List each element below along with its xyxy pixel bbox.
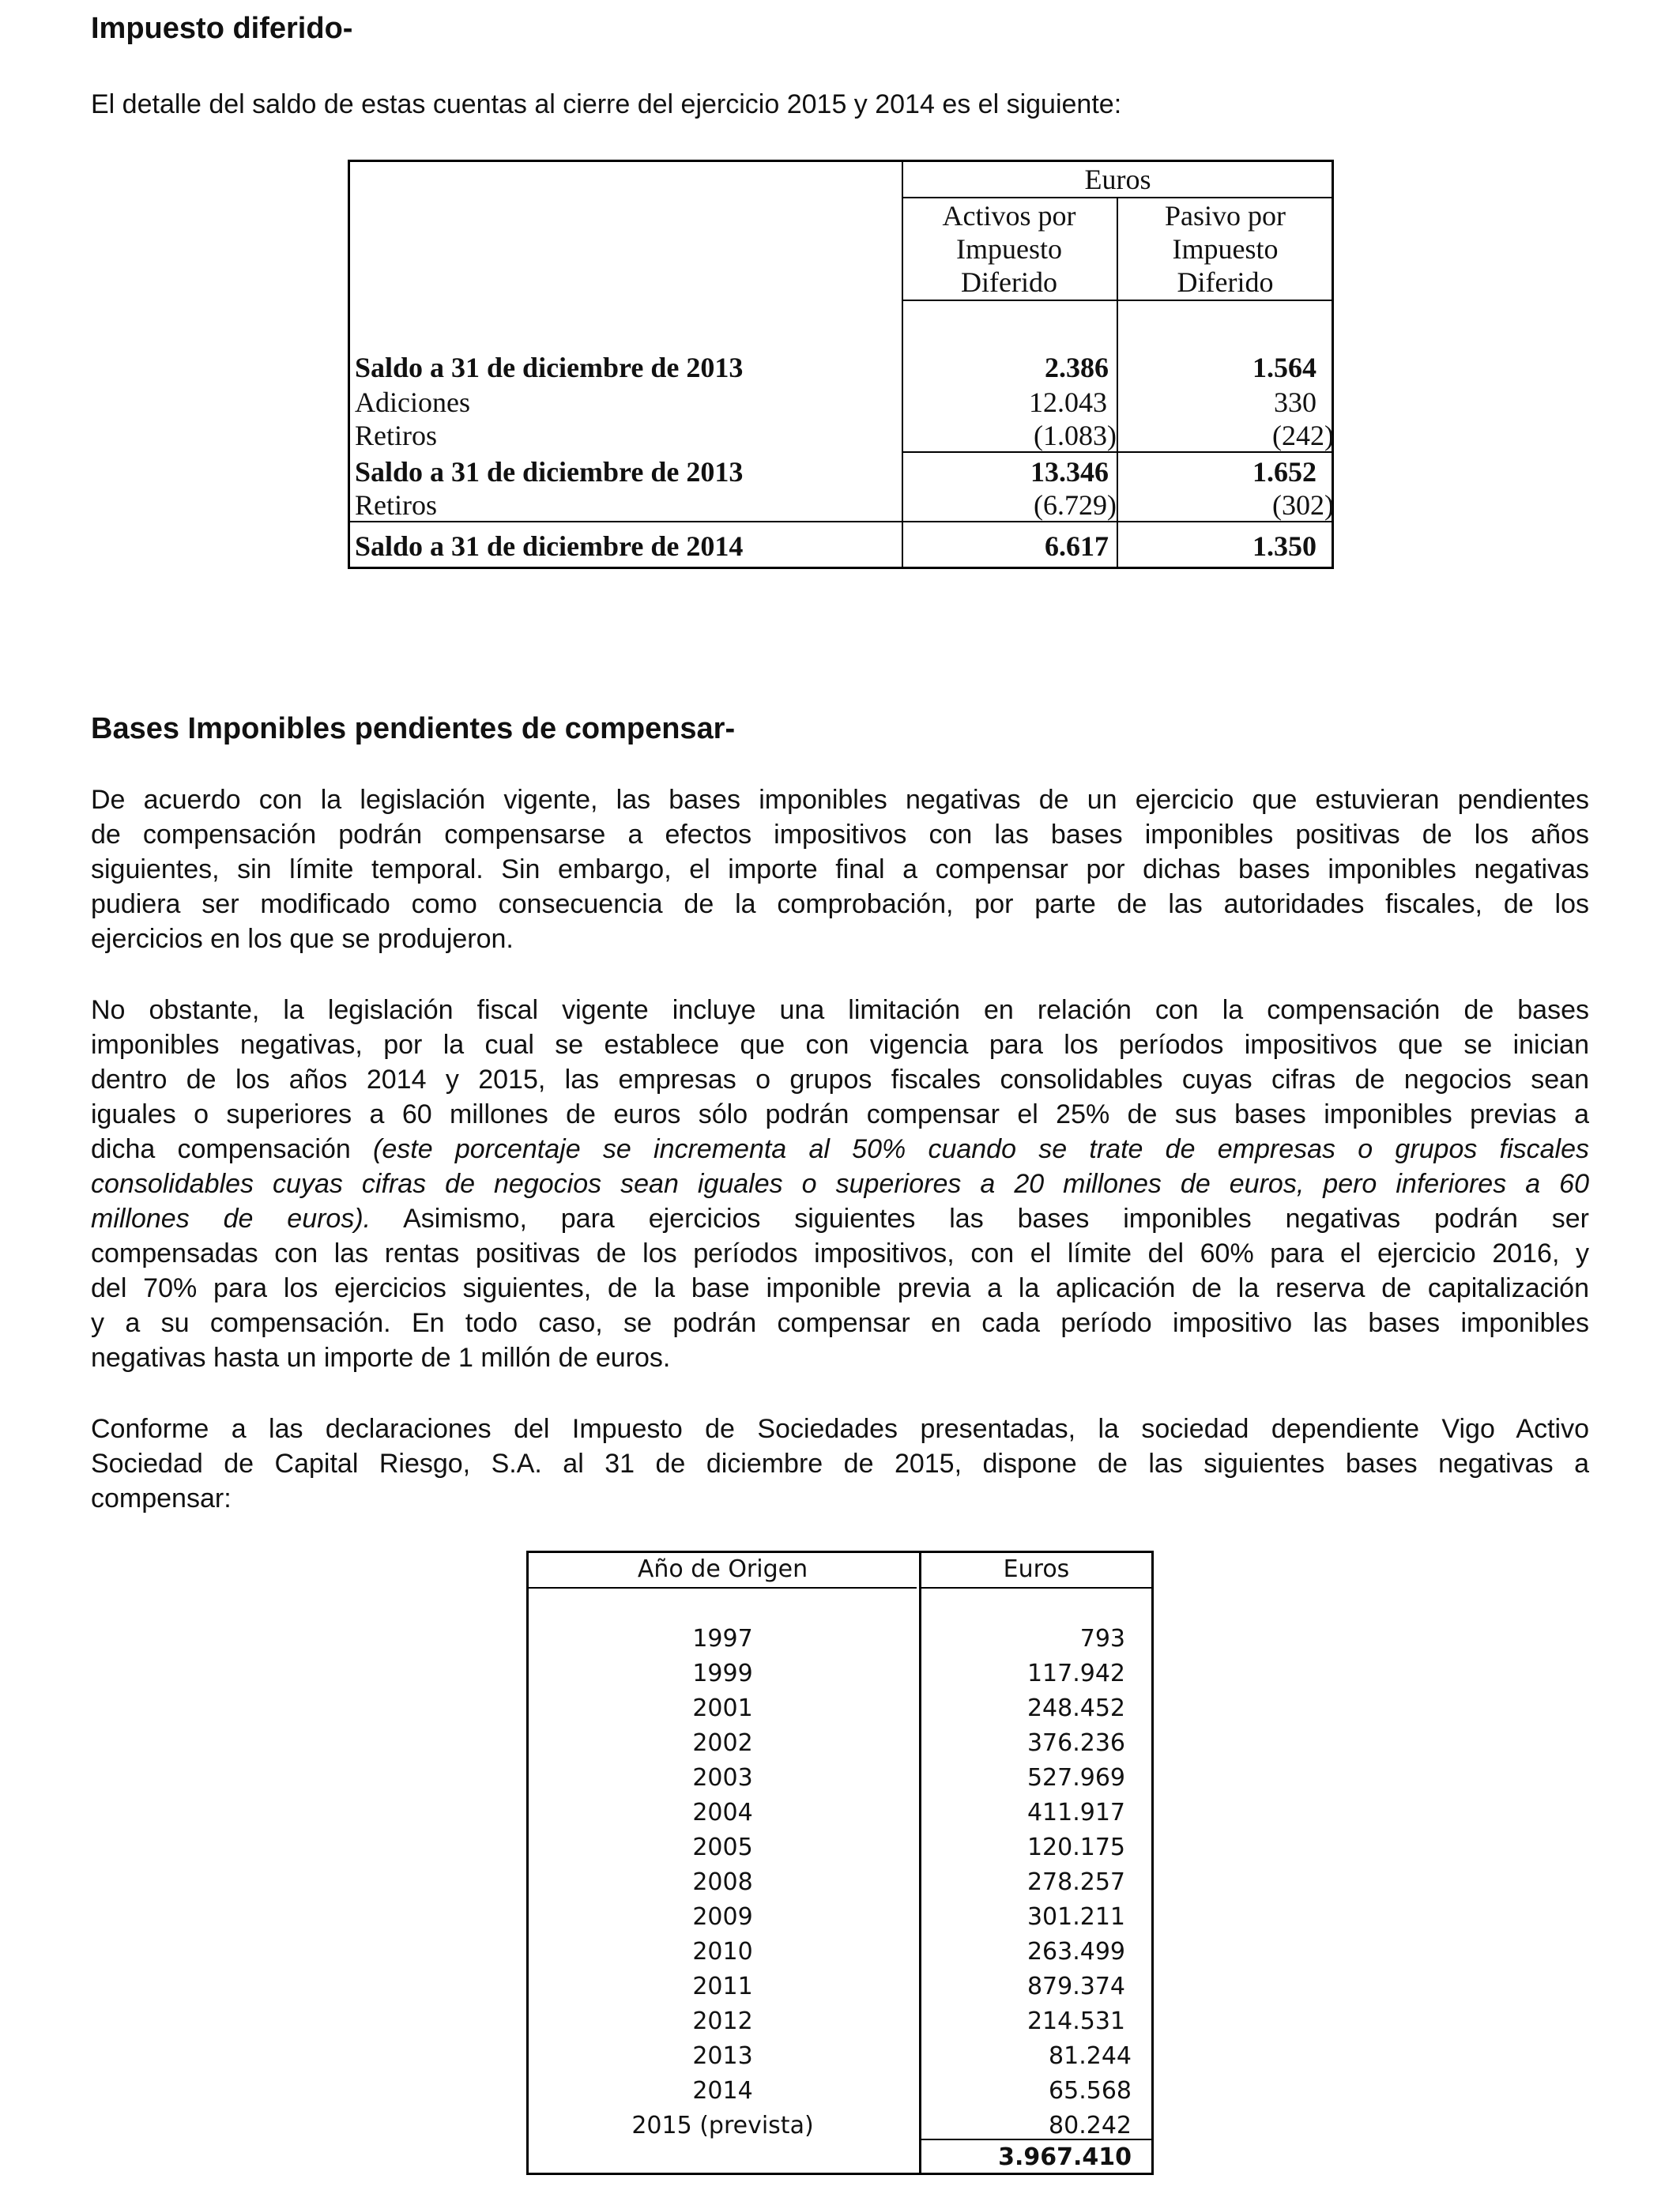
- paragraph-line: pudiera ser modificado como consecuencia de la comprobación, por parte de las autoridades fiscales, de los: [91, 889, 1589, 919]
- text-italic: (este porcentaje se incrementa al 50% cuando se trate de empresas o grupos fiscales: [373, 1134, 1589, 1164]
- table-row-year: 2014: [692, 2077, 753, 2105]
- table-row-amount: 879.374: [1026, 1973, 1125, 2000]
- table-row-year: 2002: [692, 1729, 753, 1757]
- table-row-amount: 120.175: [1026, 1834, 1125, 1861]
- paragraph-line: [91, 1132, 1589, 1167]
- paragraph-line: De acuerdo con la legislación vigente, las bases imponibles negativas de un ejercicio que estuvieran pendientes: [91, 785, 1589, 815]
- row-activos: 13.346: [1030, 456, 1109, 488]
- paragraph-line: dentro de los años 2014 y 2015, las empresas o grupos fiscales consolidables cuyas cifras de negocios sean: [91, 1065, 1589, 1095]
- row-pasivo: 1.652: [1252, 456, 1317, 488]
- table-row-amount: 117.942: [1026, 1660, 1125, 1687]
- row-activos: 6.617: [1045, 530, 1109, 562]
- section-intro: [91, 87, 1589, 122]
- col-header-pasivo-2: Impuesto: [1172, 233, 1279, 265]
- table-row-amount: 263.499: [1026, 1938, 1125, 1966]
- paragraph-1: [91, 782, 1589, 956]
- table-row-amount: 65.568: [1049, 2077, 1132, 2105]
- text-italic: millones de euros).: [91, 1204, 371, 1234]
- table-row-year: 2004: [692, 1799, 753, 1826]
- text-italic: consolidables cuyas cifras de negocios sean iguales o superiores a 20 millones de euros, pero inferiores a 60: [91, 1169, 1589, 1199]
- table-row-year: 2011: [692, 1973, 753, 2000]
- paragraph-line: No obstante, la legislación fiscal vigente incluye una limitación en relación con la compensación de bases: [91, 995, 1589, 1025]
- col-header-pasivo-3: Diferido: [1177, 266, 1274, 298]
- table-row-year: 2013: [692, 2042, 753, 2070]
- paragraph-line: iguales o superiores a 60 millones de euros sólo podrán compensar el 25% de sus bases imponibles previas a: [91, 1099, 1589, 1129]
- paragraph-line: de compensación podrán compensarse a efectos impositivos con las bases imponibles positivas de los años: [91, 820, 1589, 850]
- table-row-amount: 214.531: [1026, 2007, 1125, 2035]
- table-row-year: 2010: [692, 1938, 753, 1966]
- group-header-euros: Euros: [1084, 164, 1151, 195]
- col-header-pasivo-1: Pasivo por: [1165, 200, 1286, 232]
- deferred-tax-table: [348, 160, 1334, 569]
- paragraph-line: y a su compensación. En todo caso, se podrán compensar en cada período impositivo las bases imponibles: [91, 1308, 1589, 1338]
- table-row-amount: 81.244: [1049, 2042, 1132, 2070]
- paragraph-line: [91, 1201, 1589, 1236]
- total-amount: 3.967.410: [998, 2143, 1132, 2171]
- table-row-amount: 278.257: [1026, 1868, 1125, 1896]
- row-pasivo: (302): [1272, 489, 1334, 521]
- row-pasivo: 1.564: [1252, 352, 1317, 383]
- table-border: [1151, 1551, 1154, 2175]
- paragraph-line: [91, 1167, 1589, 1201]
- table-row-amount: 411.917: [1026, 1799, 1125, 1826]
- table-border: [921, 1587, 1154, 1589]
- paragraph-line: compensar:: [91, 1483, 232, 1514]
- row-label: Saldo a 31 de diciembre de 2013: [355, 352, 744, 383]
- paragraph-line: del 70% para los ejercicios siguientes, de la base imponible previa a la aplicación de la reserva de capitalización: [91, 1273, 1589, 1303]
- row-activos: (1.083): [1034, 420, 1117, 451]
- table-row-year: 2012: [692, 2007, 753, 2035]
- paragraph-line: negativas hasta un importe de 1 millón de euros.: [91, 1343, 671, 1373]
- table-row-amount: 80.242: [1049, 2112, 1132, 2139]
- row-label: Saldo a 31 de diciembre de 2013: [355, 456, 744, 488]
- col-header-activos-2: Impuesto: [956, 233, 1062, 265]
- table-row-amount: 527.969: [1026, 1764, 1125, 1792]
- row-pasivo: 1.350: [1252, 530, 1317, 562]
- table-divider: [902, 300, 1332, 301]
- paragraph-3: [91, 1412, 1589, 1516]
- row-label: Saldo a 31 de diciembre de 2014: [355, 530, 744, 562]
- col-header-activos-3: Diferido: [961, 266, 1057, 298]
- table-row-amount: 793: [1079, 1625, 1125, 1653]
- table-row-year: 2003: [692, 1764, 753, 1792]
- table-row-amount: 301.211: [1026, 1903, 1125, 1931]
- row-label: Adiciones: [355, 386, 470, 418]
- row-activos: 12.043: [1029, 386, 1107, 418]
- table-row-amount: 376.236: [1026, 1729, 1125, 1757]
- table-row-year: 2008: [692, 1868, 753, 1896]
- table-row-year: 2001: [692, 1695, 753, 1722]
- paragraph-line: Sociedad de Capital Riesgo, S.A. al 31 de diciembre de 2015, dispone de las siguientes bases negativas a: [91, 1449, 1589, 1479]
- col-header-activos-1: Activos por: [942, 200, 1076, 232]
- col-header-euros: Euros: [1003, 1555, 1070, 1583]
- paragraph-2: [91, 993, 1589, 1375]
- table-row-year: 1997: [692, 1625, 753, 1653]
- col-header-ano-origen: Año de Origen: [637, 1555, 808, 1583]
- row-label: Retiros: [355, 420, 437, 451]
- text-normal: dicha compensación: [91, 1134, 374, 1164]
- row-label: Retiros: [355, 489, 437, 521]
- table-row-year: 1999: [692, 1660, 753, 1687]
- table-row-amount: 248.452: [1026, 1695, 1125, 1722]
- intro-text: El detalle del saldo de estas cuentas al cierre del ejercicio 2015 y 2014 es el siguiente:: [91, 89, 1122, 119]
- paragraph-line: imponibles negativas, por la cual se establece que con vigencia para los períodos impositivos que se inician: [91, 1030, 1589, 1060]
- section-title-impuesto-diferido: Impuesto diferido-: [91, 12, 353, 45]
- row-pasivo: 330: [1274, 386, 1317, 418]
- row-activos: 2.386: [1045, 352, 1109, 383]
- paragraph-line: compensadas con las rentas positivas de los períodos impositivos, con el límite del 60% para el ejercicio 2016, y: [91, 1238, 1589, 1269]
- table-row-year: 2009: [692, 1903, 753, 1931]
- text-normal: Asimismo, para ejercicios siguientes las bases imponibles negativas podrán ser: [371, 1204, 1589, 1234]
- paragraph-line: Conforme a las declaraciones del Impuesto de Sociedades presentadas, la sociedad dependiente Vigo Activo: [91, 1414, 1589, 1444]
- row-pasivo: (242): [1272, 420, 1334, 451]
- paragraph-line: siguientes, sin límite temporal. Sin embargo, el importe final a compensar por dichas bases imponibles negativas: [91, 854, 1589, 884]
- section-title-bases-imponibles: Bases Imponibles pendientes de compensar-: [91, 712, 736, 745]
- table-row-year: 2005: [692, 1834, 753, 1861]
- paragraph-line: ejercicios en los que se produjeron.: [91, 924, 514, 954]
- table-row-year: 2015 (prevista): [631, 2112, 814, 2139]
- table-border: [526, 1587, 917, 1589]
- row-activos: (6.729): [1034, 489, 1117, 521]
- bases-negativas-table: [526, 1551, 1154, 2175]
